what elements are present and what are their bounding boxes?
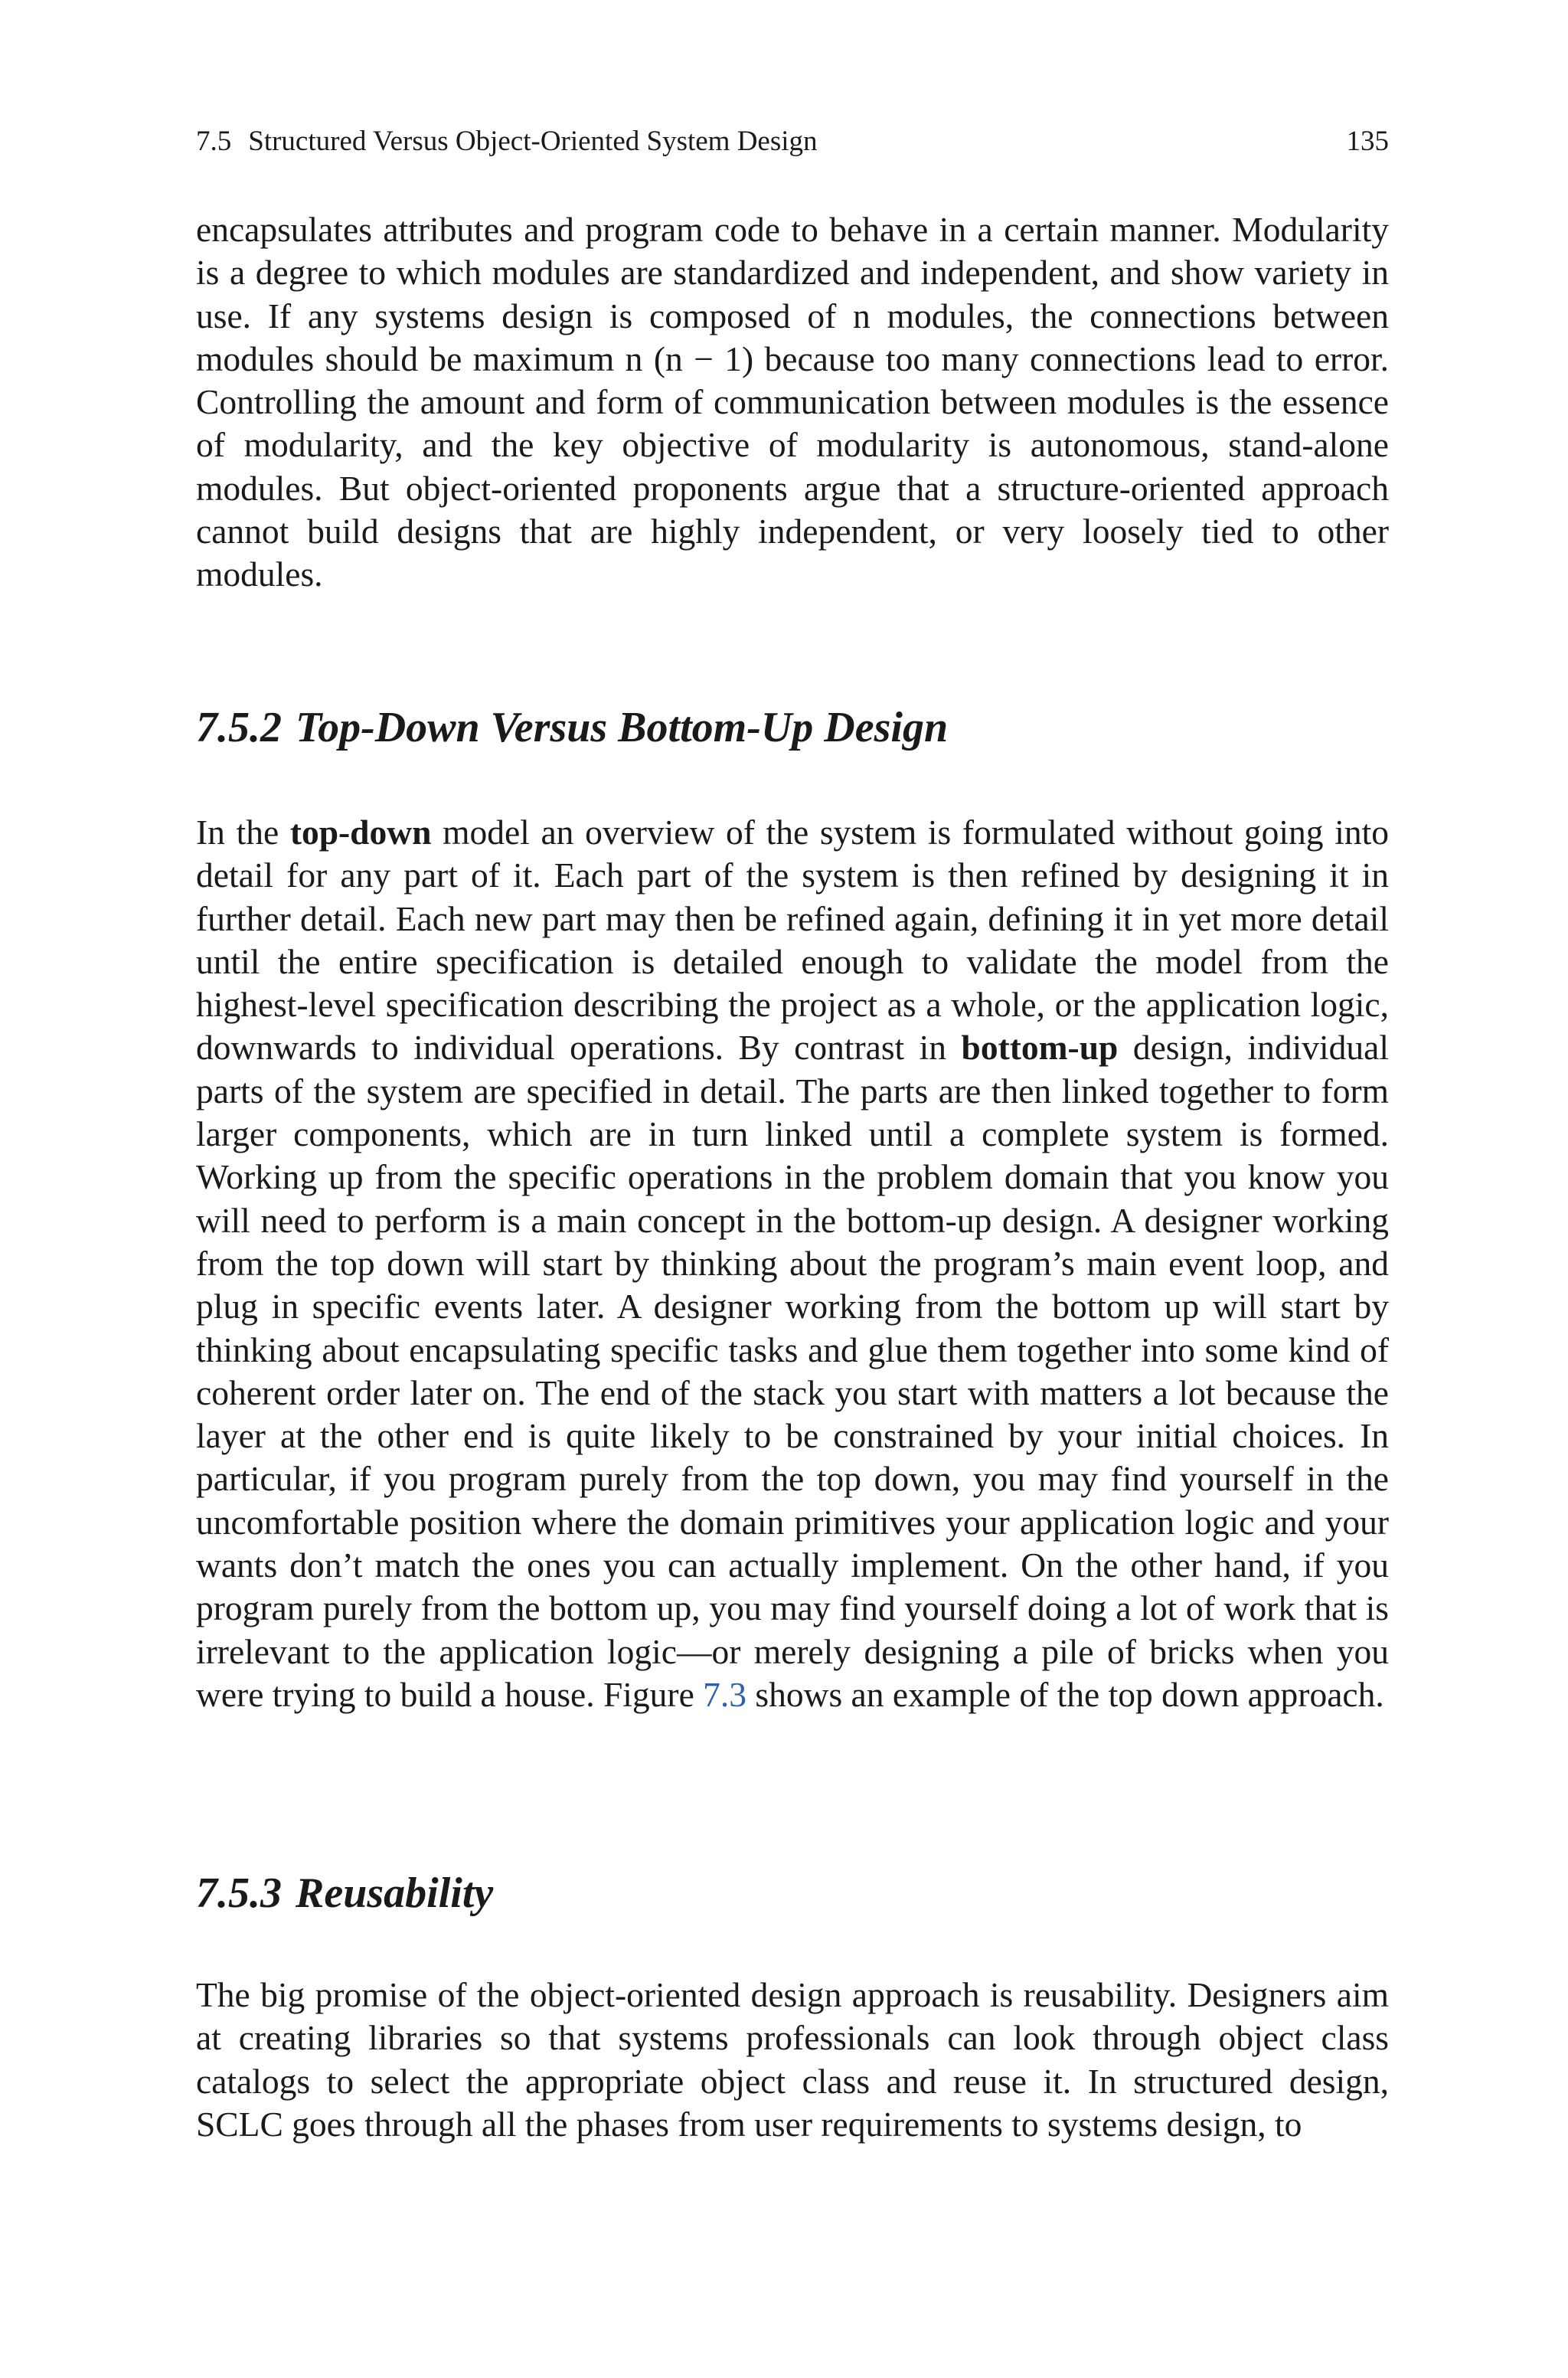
- running-head-section-title: Structured Versus Object-Oriented System Design: [248, 126, 818, 157]
- text-run: model an overview of the system is formulated without going into detail for any part of it. Each part of the system is then refined by designing it in further detail. Each new part may then be refined again, defining it in yet more detail until the entire specification is detailed enough to validate the model from the highest-level specification describing the project as a whole, or the application logic, downwards to individual operations. By contrast in: [196, 813, 1389, 1068]
- text-run: shows an example of the top down approach.: [746, 1674, 1384, 1714]
- running-head-left: [196, 124, 818, 159]
- text-run: design, individual parts of the system are specified in detail. The parts are then linked together to form larger components, which are in turn linked until a complete system is formed. Working up from the specific operations in the problem domain that you know you will need to perform is a main concept in the bottom-up design. A designer working from the top down will start by thinking about the program’s main event loop, and plug in specific events later. A designer working from the bottom up will start by thinking about encapsulating specific tasks and glue them together into some kind of coherent order later on. The end of the stack you start with matters a lot because the layer at the other end is quite likely to be constrained by your initial choices. In particular, if you program purely from the top down, you may find yourself in the uncomfortable position where the domain primitives your application logic and your wants don’t match the ones you can actually implement. On the other hand, if you program purely from the bottom up, you may find yourself doing a lot of work that is irrelevant to the application logic—or merely designing a pile of bricks when you were trying to build a house. Figure: [196, 1028, 1389, 1714]
- paragraph-modularity: encapsulates attributes and program code to behave in a certain manner. Modularity is a degree to which modules are standardized and independent, and show variety in use. If any systems design is composed of n modules, the connections between modules should be maximum n (n − 1) because too many connections lead to error. Controlling the amount and form of communication between modules is the essence of modularity, and the key objective of modularity is autonomous, stand-alone modules. But object-oriented proponents argue that a structure-oriented approach cannot build designs that are highly independent, or very loosely tied to other modules.: [196, 210, 1389, 594]
- figure-reference-link[interactable]: 7.3: [703, 1674, 747, 1714]
- running-head: [196, 124, 1389, 159]
- term-bottom-up: bottom-up: [961, 1028, 1119, 1068]
- paragraph-top-down-bottom-up: [196, 811, 1389, 1716]
- section-number: 7.5.2: [196, 704, 282, 751]
- section-title: Top-Down Versus Bottom-Up Design: [296, 704, 949, 751]
- paragraph-reusability: The big promise of the object-oriented design approach is reusability. Designers aim at creating libraries so that systems professionals can look through object class catalogs to select the appropriate object class and reuse it. In structured design, SCLC goes through all the phases from user requirements to systems design, to: [196, 1975, 1389, 2144]
- page-number: 135: [1346, 126, 1389, 157]
- text-run: In the: [196, 813, 290, 852]
- running-head-section-number: 7.5: [196, 126, 232, 157]
- section-heading-7-5-2: [196, 703, 1389, 752]
- term-top-down: top-down: [289, 813, 432, 852]
- section-title: Reusability: [296, 1869, 494, 1917]
- section-number: 7.5.3: [196, 1869, 282, 1917]
- section-heading-7-5-3: [196, 1869, 1389, 1918]
